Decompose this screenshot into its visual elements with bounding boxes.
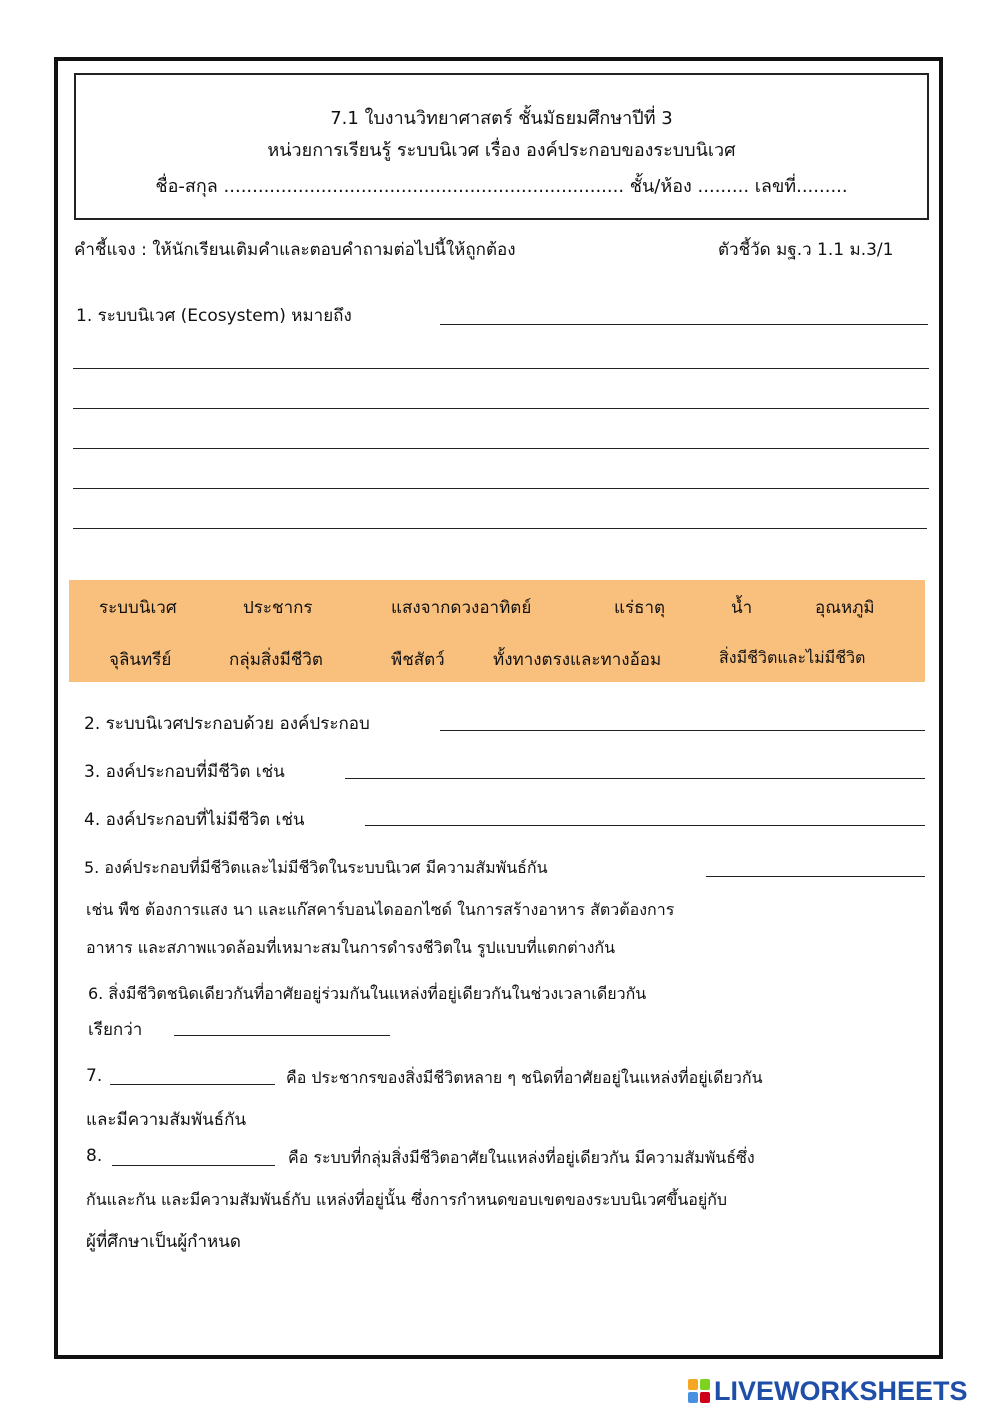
word-bank-item[interactable]: อุณหภูมิ <box>815 598 875 618</box>
word-bank-item[interactable]: ทั้งทางตรงและทางอ้อม <box>493 650 662 670</box>
answer-line-q1-4[interactable] <box>73 448 929 449</box>
question-7-text-2: และมีความสัมพันธ์กัน <box>86 1110 247 1130</box>
question-7-number: 7. <box>86 1066 103 1086</box>
answer-line-q1-5[interactable] <box>73 488 929 489</box>
question-7: คือ ประชากรของสิ่งมีชีวิตหลาย ๆ ชนิดที่อาศัยอยู่ในแหล่งที่อยู่เดียวกัน <box>286 1068 763 1087</box>
word-bank-item[interactable]: แร่ธาตุ <box>614 598 666 618</box>
word-bank-item[interactable]: จุลินทรีย์ <box>109 650 172 670</box>
question-2: 2. ระบบนิเวศประกอบด้วย องค์ประกอบ <box>84 714 370 734</box>
word-bank-item[interactable]: ระบบนิเวศ <box>99 598 177 618</box>
answer-line-q1-6[interactable] <box>73 528 927 529</box>
question-6: 6. สิ่งมีชีวิตชนิดเดียวกันที่อาศัยอยู่ร่วมกันในแหล่งที่อยู่เดียวกันในช่วงเวลาเดียวกัน <box>88 984 647 1003</box>
unit-title: หน่วยการเรียนรู้ ระบบนิเวศ เรื่อง องค์ประกอบของระบบนิเวศ <box>267 140 736 161</box>
header-box <box>74 73 929 220</box>
liveworksheets-logo[interactable] <box>688 1374 968 1408</box>
question-5: 5. องค์ประกอบที่มีชีวิตและไม่มีชีวิตในระบบนิเวศ มีความสัมพันธ์กัน <box>84 858 548 877</box>
answer-line-q6[interactable] <box>174 1035 390 1036</box>
worksheet-title: 7.1 ใบงานวิทยาศาสตร์ ชั้นมัธยมศึกษาปีที่ 3 <box>330 108 673 129</box>
word-bank-item[interactable]: ประชากร <box>243 598 313 618</box>
answer-line-q1-3[interactable] <box>73 408 929 409</box>
answer-line-q5[interactable] <box>706 876 925 877</box>
answer-line-q3[interactable] <box>345 778 925 779</box>
answer-line-q1-2[interactable] <box>73 368 929 369</box>
question-6-text-2: เรียกว่า <box>88 1020 143 1040</box>
liveworksheets-mark-icon <box>688 1379 710 1403</box>
question-8: คือ ระบบที่กลุ่มสิ่งมีชีวิตอาศัยในแหล่งที่อยู่เดียวกัน มีความสัมพันธ์ซึ่ง <box>288 1148 755 1167</box>
word-bank <box>69 580 925 682</box>
indicator-text: ตัวชี้วัด มฐ.ว 1.1 ม.3/1 <box>718 240 894 260</box>
question-8-text-3: ผู้ที่ศึกษาเป็นผู้กำหนด <box>86 1232 241 1252</box>
word-bank-item[interactable]: กลุ่มสิ่งมีชีวิต <box>229 650 323 670</box>
logo-text: LIVEWORKSHEETS <box>714 1375 968 1406</box>
question-5-text-2: เช่น พืช ต้องการแสง นา และแก๊สคาร์บอนไดออกไซด์ ในการสร้างอาหาร สัตวต้องการ <box>86 900 675 919</box>
word-bank-item[interactable]: แสงจากดวงอาทิตย์ <box>391 598 532 618</box>
answer-line-q7[interactable] <box>110 1084 275 1085</box>
question-8-text-2: กันและกัน และมีความสัมพันธ์กับ แหล่งที่อยู่นั้น ซึ่งการกำหนดขอบเขตของระบบนิเวศขึ้นอยู่กับ <box>86 1190 728 1209</box>
student-info-line: ชื่อ-สกุล ...................................................................... ชั้น/ห้อง ......... เลขที่......... <box>155 176 848 197</box>
answer-line-q2[interactable] <box>440 730 925 731</box>
instructions-text: คำชี้แจง : ให้นักเรียนเติมคำและตอบคำถามต่อไปนี้ให้ถูกต้อง <box>74 240 516 260</box>
answer-line-q4[interactable] <box>365 825 925 826</box>
question-1: 1. ระบบนิเวศ (Ecosystem) หมายถึง <box>76 306 352 326</box>
question-4: 4. องค์ประกอบที่ไม่มีชีวิต เช่น <box>84 810 305 830</box>
word-bank-item[interactable]: น้ำ <box>731 598 753 618</box>
answer-line-q1[interactable] <box>440 324 928 325</box>
question-8-number: 8. <box>86 1146 103 1166</box>
word-bank-item[interactable]: สิ่งมีชีวิตและไม่มีชีวิต <box>719 648 866 667</box>
question-3: 3. องค์ประกอบที่มีชีวิต เช่น <box>84 762 285 782</box>
question-5-text-3: อาหาร และสภาพแวดล้อมที่เหมาะสมในการดำรงชีวิตใน รูปแบบที่แตกต่างกัน <box>86 938 615 957</box>
answer-line-q8[interactable] <box>112 1165 275 1166</box>
word-bank-item[interactable]: พืชสัตว์ <box>391 650 445 670</box>
